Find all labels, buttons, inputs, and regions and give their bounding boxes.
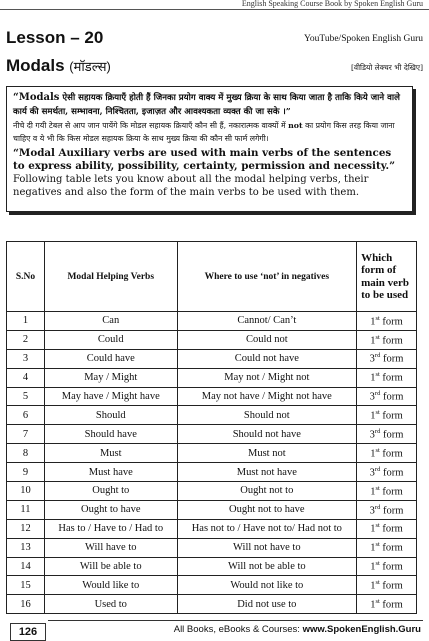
table-row — [7, 312, 417, 331]
table-row — [7, 349, 417, 368]
form-suffix: st — [375, 446, 380, 454]
row-sno: 11 — [7, 500, 45, 519]
row-form — [357, 425, 417, 444]
table-row — [7, 482, 417, 501]
lesson-title: Lesson – 20 — [6, 28, 104, 47]
row-form — [357, 330, 417, 349]
row-modal: Can — [44, 312, 177, 331]
row-modal: Should — [44, 406, 177, 425]
form-suffix: st — [375, 371, 380, 379]
modal-verbs-table — [6, 241, 417, 614]
row-sno: 13 — [7, 538, 45, 557]
form-word: form — [382, 353, 404, 365]
form-suffix: st — [375, 522, 380, 530]
row-negative: Will not have to — [177, 538, 356, 557]
row-modal: Would like to — [44, 576, 177, 595]
row-modal: May / Might — [44, 368, 177, 387]
footer-prefix: All Books, eBooks & Courses: — [173, 624, 303, 635]
header-negative: Where to use ‘not’ in negatives — [177, 242, 356, 312]
row-modal: Could have — [44, 349, 177, 368]
table-row — [7, 463, 417, 482]
form-number: 1 — [370, 523, 376, 535]
book-title: English Speaking Course Book by Spoken English Guru — [241, 0, 423, 8]
row-modal: Used to — [44, 595, 177, 614]
table-row — [7, 368, 417, 387]
english-table-note: Following table lets you know about all the modal helping verbs, their negatives and also the form of the main verbs to be used with them. — [13, 174, 369, 198]
row-negative: Could not have — [177, 349, 356, 368]
row-modal: Ought to have — [44, 500, 177, 519]
row-negative: Ought not to — [177, 482, 356, 501]
form-word: form — [382, 410, 403, 422]
hindi-note-part-1: नीचे दी गयी टेबल से आप जान पायेंगे कि मोडल सहायक क्रियाएँ कौन सी हैं, नकारात्मक वाक्यों में — [13, 121, 289, 130]
form-number: 1 — [370, 561, 376, 573]
form-number: 1 — [370, 316, 376, 328]
row-form — [357, 349, 417, 368]
row-sno: 2 — [7, 330, 45, 349]
row-form — [357, 500, 417, 519]
form-suffix: st — [375, 333, 380, 341]
table-row — [7, 406, 417, 425]
modals-word: “Modals — [13, 92, 60, 103]
row-negative: Could not — [177, 330, 356, 349]
form-suffix: st — [375, 579, 380, 587]
section-title-hindi: (मॉडल्स) — [69, 59, 111, 74]
row-modal: Could — [44, 330, 177, 349]
row-modal: May have / Might have — [44, 387, 177, 406]
table-header-row — [7, 242, 417, 312]
intro-box — [6, 86, 413, 212]
row-negative: Did not use to — [177, 595, 356, 614]
form-number: 1 — [370, 486, 376, 498]
lesson-header — [6, 28, 423, 50]
table-body — [7, 312, 417, 614]
table-row — [7, 500, 417, 519]
row-modal: Will be able to — [44, 557, 177, 576]
row-form — [357, 387, 417, 406]
form-number: 1 — [370, 542, 376, 554]
row-negative: Must not — [177, 444, 356, 463]
row-sno: 1 — [7, 312, 45, 331]
page-number: 126 — [10, 623, 46, 641]
row-form — [357, 368, 417, 387]
form-word: form — [382, 335, 403, 347]
hindi-definition — [13, 91, 406, 119]
row-modal: Must — [44, 444, 177, 463]
row-sno: 14 — [7, 557, 45, 576]
form-suffix: rd — [374, 428, 381, 436]
form-word: form — [382, 505, 404, 517]
table-row — [7, 330, 417, 349]
row-form — [357, 312, 417, 331]
form-word: form — [382, 316, 403, 328]
row-negative: Would not like to — [177, 576, 356, 595]
form-suffix: st — [375, 409, 380, 417]
row-negative: Cannot/ Can’t — [177, 312, 356, 331]
table-row — [7, 387, 417, 406]
form-word: form — [382, 391, 404, 403]
row-negative: Should not — [177, 406, 356, 425]
table-row — [7, 444, 417, 463]
row-modal: Ought to — [44, 482, 177, 501]
form-word: form — [382, 429, 404, 441]
form-suffix: st — [375, 314, 380, 322]
form-suffix: st — [375, 560, 380, 568]
row-form — [357, 557, 417, 576]
table-row — [7, 557, 417, 576]
form-word: form — [382, 448, 403, 460]
row-form — [357, 519, 417, 538]
footer-site-link[interactable]: www.SpokenEnglish.Guru — [302, 624, 421, 635]
form-word: form — [382, 372, 403, 384]
row-negative: Should not have — [177, 425, 356, 444]
form-word: form — [382, 523, 403, 535]
header-form: Which form of main verb to be used — [357, 242, 417, 312]
not-word: not — [288, 121, 303, 130]
form-suffix: st — [375, 484, 380, 492]
footer-text — [174, 624, 421, 635]
form-word: form — [382, 467, 404, 479]
table-row — [7, 576, 417, 595]
table-row — [7, 538, 417, 557]
form-word: form — [382, 580, 403, 592]
hindi-definition-text: ऐसी सहायक क्रियाएँ होती हैं जिनका प्रयोग वाक्य में मुख्य क्रिया के साथ किया जाता है ताकि किये जाने वाले कार्य की समर्थता, सम्भावना, निश्चितता, इजाज़त और आवश्यकता व्यक्त की जा सके ।” — [13, 93, 400, 117]
row-negative: May not / Might not — [177, 368, 356, 387]
row-modal: Will have to — [44, 538, 177, 557]
form-word: form — [382, 486, 403, 498]
row-sno: 6 — [7, 406, 45, 425]
form-suffix: rd — [374, 352, 381, 360]
row-negative: Must not have — [177, 463, 356, 482]
row-modal: Should have — [44, 425, 177, 444]
row-form — [357, 406, 417, 425]
form-word: form — [382, 561, 403, 573]
form-number: 1 — [370, 580, 376, 592]
row-sno: 9 — [7, 463, 45, 482]
running-header — [0, 0, 429, 10]
section-title — [6, 56, 111, 76]
form-number: 1 — [370, 410, 376, 422]
header-modal: Modal Helping Verbs — [44, 242, 177, 312]
row-form — [357, 444, 417, 463]
row-sno: 15 — [7, 576, 45, 595]
footer-divider — [48, 620, 423, 621]
hindi-table-note — [13, 120, 406, 145]
row-modal: Must have — [44, 463, 177, 482]
form-number: 3 — [369, 505, 375, 517]
form-number: 1 — [370, 335, 376, 347]
form-suffix: st — [375, 598, 380, 606]
form-number: 1 — [370, 599, 376, 611]
row-negative: Has not to / Have not to/ Had not to — [177, 519, 356, 538]
form-word: form — [382, 542, 403, 554]
english-definition: “Modal Auxiliary verbs are used with main verbs of the sentences to express ability, possibility, certainty, permission and necessity.” — [13, 147, 396, 172]
form-word: form — [382, 599, 403, 611]
row-form — [357, 538, 417, 557]
row-negative: May not have / Might not have — [177, 387, 356, 406]
form-number: 3 — [369, 467, 375, 479]
form-suffix: rd — [374, 465, 381, 473]
table-row — [7, 595, 417, 614]
row-form — [357, 482, 417, 501]
row-sno: 10 — [7, 482, 45, 501]
row-sno: 7 — [7, 425, 45, 444]
hindi-note-part-2: का प्रयोग किस तरह किया जाना चाहिए व ये भी कि किस मोडल सहायक क्रिया के साथ मुख्य क्रिया की कौन सी फार्म लगेगी। — [13, 121, 395, 143]
row-form — [357, 576, 417, 595]
row-sno: 4 — [7, 368, 45, 387]
table-row — [7, 519, 417, 538]
youtube-note: YouTube/Spoken English Guru — [303, 34, 423, 44]
section-header — [6, 56, 423, 78]
row-sno: 16 — [7, 595, 45, 614]
page-footer — [0, 620, 429, 640]
form-number: 1 — [370, 372, 376, 384]
section-title-english: Modals — [6, 56, 65, 75]
row-form — [357, 595, 417, 614]
video-lecture-note: [वीडियो लेक्चर भी देखिए] — [350, 63, 423, 72]
row-modal: Has to / Have to / Had to — [44, 519, 177, 538]
row-sno: 5 — [7, 387, 45, 406]
form-suffix: st — [375, 541, 380, 549]
row-form — [357, 463, 417, 482]
form-number: 3 — [369, 429, 375, 441]
form-number: 3 — [369, 391, 375, 403]
row-sno: 8 — [7, 444, 45, 463]
form-suffix: rd — [374, 390, 381, 398]
form-suffix: rd — [374, 503, 381, 511]
form-number: 3 — [369, 353, 375, 365]
row-sno: 3 — [7, 349, 45, 368]
header-sno: S.No — [7, 242, 45, 312]
form-number: 1 — [370, 448, 376, 460]
row-sno: 12 — [7, 519, 45, 538]
row-negative: Will not be able to — [177, 557, 356, 576]
row-negative: Ought not to have — [177, 500, 356, 519]
table-row — [7, 425, 417, 444]
